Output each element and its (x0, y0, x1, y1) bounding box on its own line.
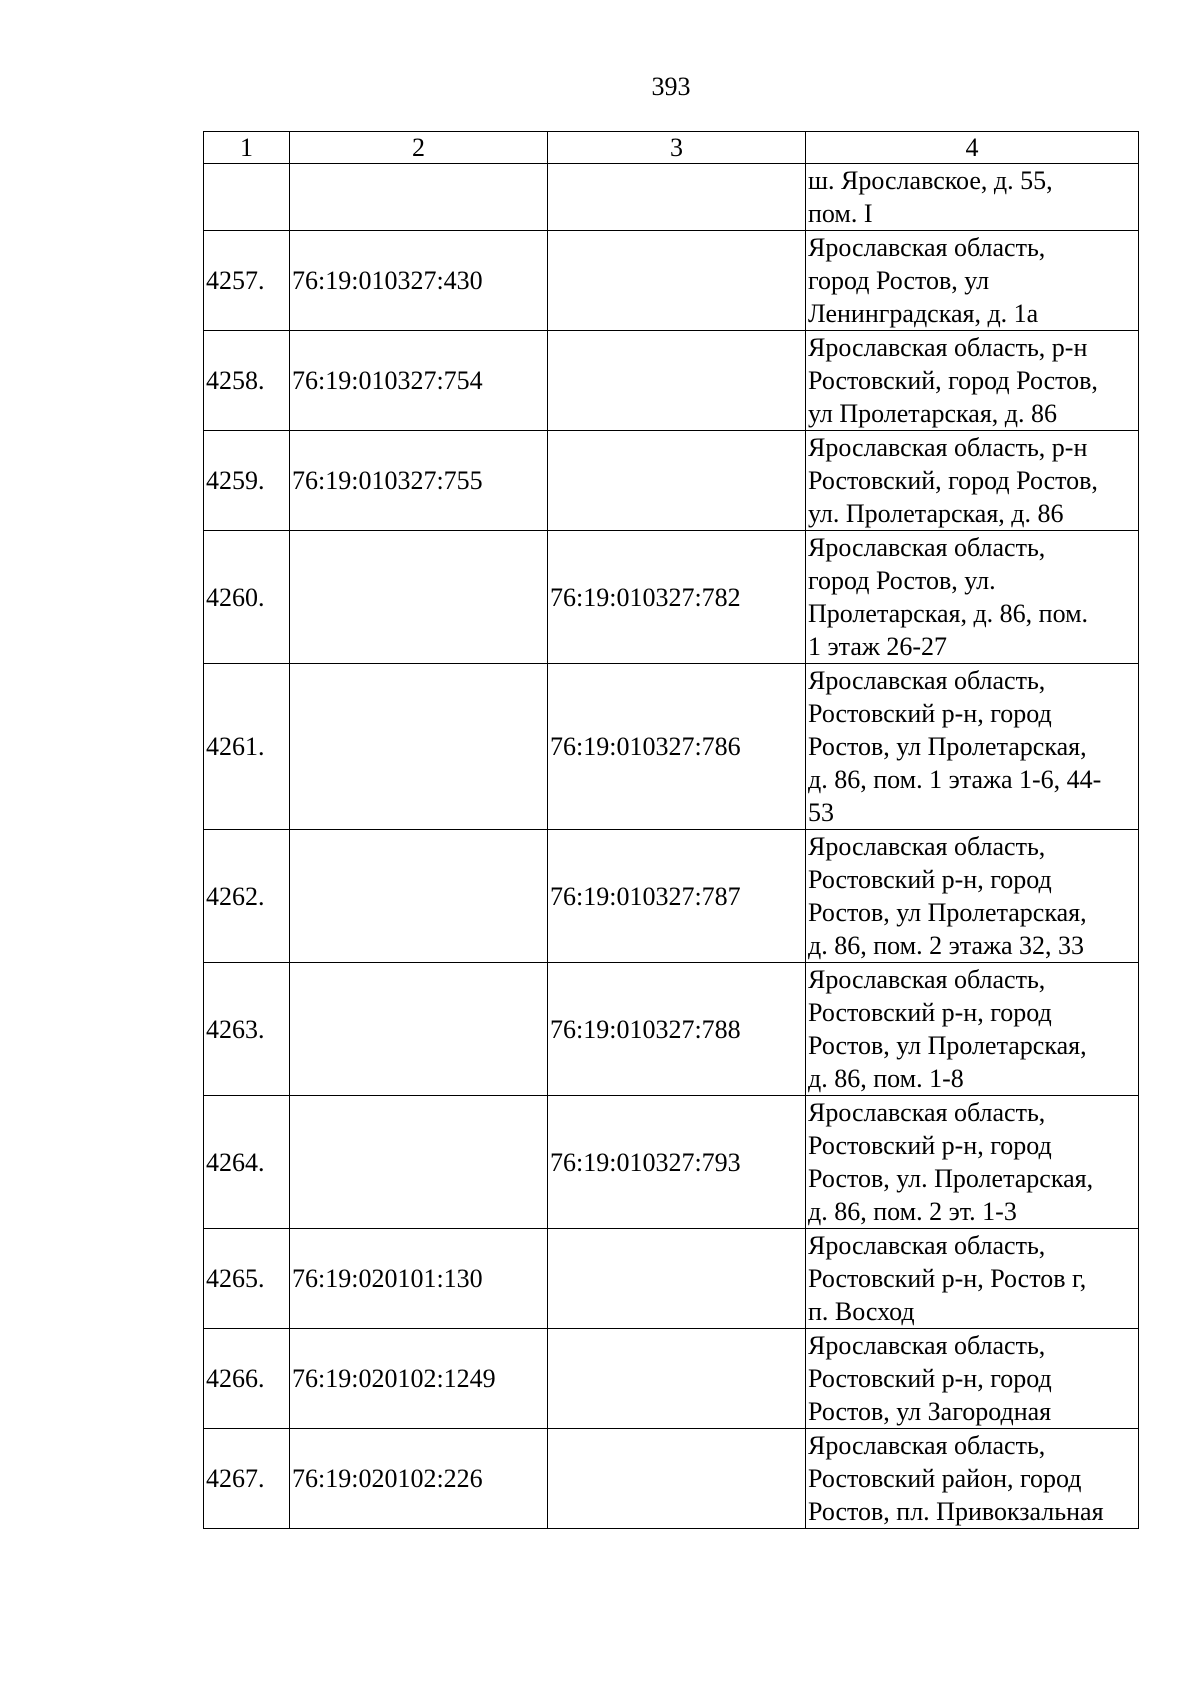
address-line: Ростов, ул. Пролетарская, (808, 1164, 1094, 1193)
row-number-cell (204, 164, 290, 231)
address-line: п. Восход (808, 1297, 915, 1326)
cadastral-number-cell: 76:19:020102:226 (290, 1429, 548, 1529)
address-cell (806, 531, 1139, 664)
address-line: Ярославская область, (808, 832, 1046, 861)
address-line: Ростовский район, город (808, 1464, 1082, 1493)
row-number-cell: 4264. (204, 1096, 290, 1229)
address-line: Ярославская область, (808, 533, 1046, 562)
address-cell (806, 963, 1139, 1096)
row-number-cell: 4265. (204, 1229, 290, 1329)
address-line: Пролетарская, д. 86, пом. (808, 599, 1089, 628)
address-cell (806, 164, 1139, 231)
address-line: ул. Пролетарская, д. 86 (808, 499, 1064, 528)
header-cell-2: 2 (290, 132, 548, 164)
address-cell (806, 331, 1139, 431)
table-row (204, 1329, 1139, 1429)
address-line: город Ростов, ул. (808, 566, 996, 595)
room-cadastral-number-cell (548, 1229, 806, 1329)
row-number-cell: 4259. (204, 431, 290, 531)
table-row (204, 431, 1139, 531)
address-line: Ростов, ул Загородная (808, 1397, 1052, 1426)
table-row (204, 1229, 1139, 1329)
room-cadastral-number-cell: 76:19:010327:787 (548, 830, 806, 963)
table-row (204, 963, 1139, 1096)
room-cadastral-number-cell (548, 1329, 806, 1429)
address-line: пом. I (808, 199, 873, 228)
table-row (204, 331, 1139, 431)
address-line: Ярославская область, (808, 965, 1046, 994)
address-line: Ярославская область, (808, 1231, 1046, 1260)
address-line: 1 этаж 26-27 (808, 632, 948, 661)
cadastral-number-cell (290, 664, 548, 830)
room-cadastral-number-cell (548, 231, 806, 331)
table-row (204, 830, 1139, 963)
table-row (204, 1429, 1139, 1529)
address-line: Ростов, пл. Привокзальная (808, 1497, 1104, 1526)
address-line: ул Пролетарская, д. 86 (808, 399, 1058, 428)
address-cell (806, 431, 1139, 531)
address-line: город Ростов, ул (808, 266, 990, 295)
address-line: Ярославская область, р-н (808, 433, 1088, 462)
row-number-cell: 4257. (204, 231, 290, 331)
cadastral-number-cell: 76:19:010327:430 (290, 231, 548, 331)
room-cadastral-number-cell (548, 431, 806, 531)
address-cell (806, 1096, 1139, 1229)
table-row (204, 664, 1139, 830)
registry-table (203, 131, 1139, 1529)
address-line: Ярославская область, (808, 1431, 1046, 1460)
room-cadastral-number-cell: 76:19:010327:793 (548, 1096, 806, 1229)
address-cell (806, 830, 1139, 963)
address-line: д. 86, пом. 1 этажа 1-6, 44- (808, 765, 1102, 794)
cadastral-number-cell (290, 963, 548, 1096)
address-line: 53 (808, 798, 834, 827)
cadastral-number-cell (290, 531, 548, 664)
room-cadastral-number-cell: 76:19:010327:788 (548, 963, 806, 1096)
address-line: Ростовский, город Ростов, (808, 366, 1098, 395)
address-line: Ярославская область, (808, 1331, 1046, 1360)
table-row (204, 164, 1139, 231)
row-number-cell: 4262. (204, 830, 290, 963)
address-cell (806, 1329, 1139, 1429)
header-cell-4: 4 (806, 132, 1139, 164)
cadastral-number-cell: 76:19:010327:755 (290, 431, 548, 531)
table-row (204, 1096, 1139, 1229)
address-line: Ярославская область, (808, 666, 1046, 695)
address-line: д. 86, пом. 2 эт. 1-3 (808, 1197, 1017, 1226)
address-line: Ярославская область, (808, 233, 1046, 262)
room-cadastral-number-cell (548, 1429, 806, 1529)
address-line: Ростовский р-н, город (808, 1131, 1052, 1160)
cadastral-number-cell: 76:19:020101:130 (290, 1229, 548, 1329)
address-line: Ярославская область, (808, 1098, 1046, 1127)
address-line: Ленинградская, д. 1а (808, 299, 1039, 328)
room-cadastral-number-cell: 76:19:010327:786 (548, 664, 806, 830)
table-row (204, 231, 1139, 331)
address-line: Ростовский р-н, Ростов г, (808, 1264, 1087, 1293)
address-cell (806, 1229, 1139, 1329)
row-number-cell: 4266. (204, 1329, 290, 1429)
header-cell-3: 3 (548, 132, 806, 164)
room-cadastral-number-cell: 76:19:010327:782 (548, 531, 806, 664)
room-cadastral-number-cell (548, 164, 806, 231)
address-line: Ростовский р-н, город (808, 1364, 1052, 1393)
row-number-cell: 4263. (204, 963, 290, 1096)
row-number-cell: 4260. (204, 531, 290, 664)
address-line: ш. Ярославское, д. 55, (808, 166, 1053, 195)
table-header-row (204, 132, 1139, 164)
table-row (204, 531, 1139, 664)
address-line: Ростовский р-н, город (808, 699, 1052, 728)
page-number: 393 (651, 72, 691, 101)
row-number-cell: 4258. (204, 331, 290, 431)
address-line: Ярославская область, р-н (808, 333, 1088, 362)
address-line: Ростовский, город Ростов, (808, 466, 1098, 495)
address-line: д. 86, пом. 2 этажа 32, 33 (808, 931, 1084, 960)
cadastral-number-cell: 76:19:020102:1249 (290, 1329, 548, 1429)
address-cell (806, 231, 1139, 331)
cadastral-number-cell (290, 1096, 548, 1229)
cadastral-number-cell: 76:19:010327:754 (290, 331, 548, 431)
cadastral-number-cell (290, 830, 548, 963)
cadastral-number-cell (290, 164, 548, 231)
address-line: Ростовский р-н, город (808, 998, 1052, 1027)
address-line: д. 86, пом. 1-8 (808, 1064, 964, 1093)
address-line: Ростовский р-н, город (808, 865, 1052, 894)
address-line: Ростов, ул Пролетарская, (808, 1031, 1087, 1060)
row-number-cell: 4261. (204, 664, 290, 830)
row-number-cell: 4267. (204, 1429, 290, 1529)
address-cell (806, 664, 1139, 830)
address-cell (806, 1429, 1139, 1529)
room-cadastral-number-cell (548, 331, 806, 431)
address-line: Ростов, ул Пролетарская, (808, 732, 1087, 761)
header-cell-1: 1 (204, 132, 290, 164)
address-line: Ростов, ул Пролетарская, (808, 898, 1087, 927)
